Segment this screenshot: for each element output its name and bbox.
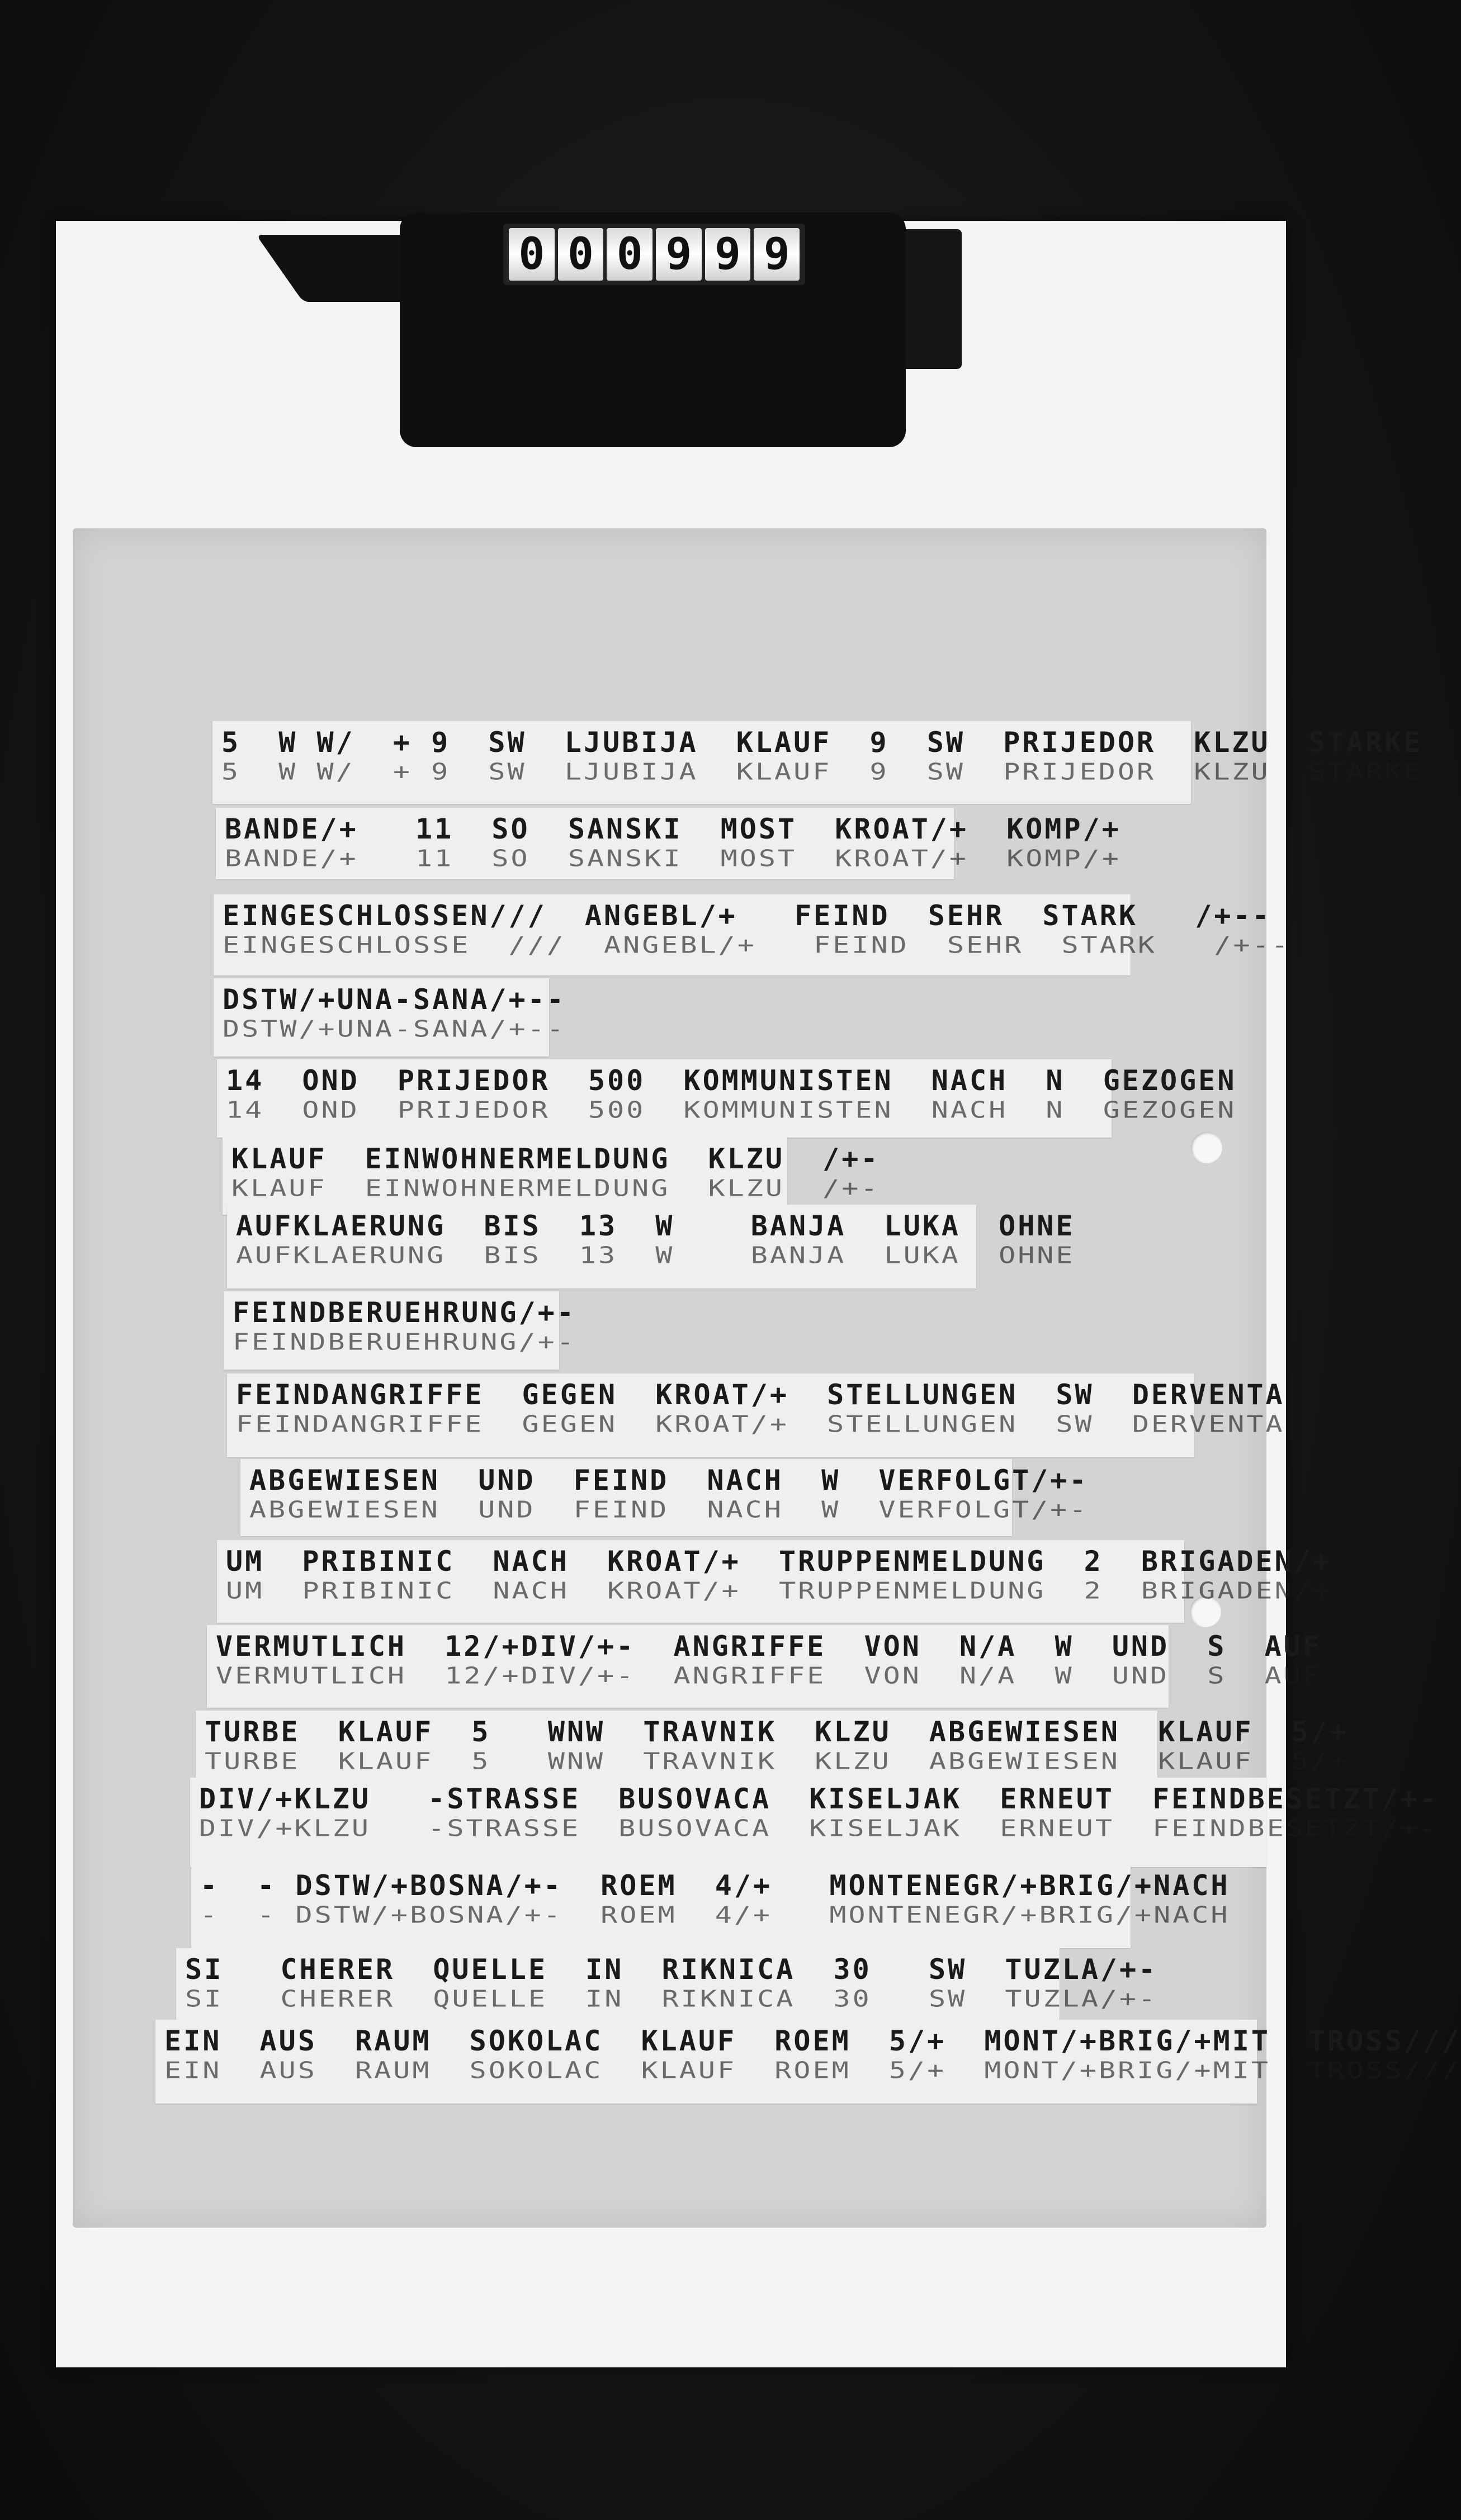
telex-line: VERMUTLICH 12/+DIV/+- ANGRIFFE VON N/A W UND S AUF — [216, 1630, 1322, 1662]
counter-digit: 9 — [656, 228, 702, 281]
telex-line: AUFKLAERUNG BIS 13 W BANJA LUKA OHNE — [236, 1210, 1075, 1242]
telex-line-echo: - - DSTW/+BOSNA/+- ROEM 4/+ MONTENEGR/+BRIG/+NACH — [200, 1901, 1230, 1929]
counter-digit: 0 — [509, 228, 555, 281]
telex-line: TURBE KLAUF 5 WNW TRAVNIK KLZU ABGEWIESEN KLAUF 5/+ — [205, 1716, 1349, 1748]
telex-line-echo: EINGESCHLOSSE /// ANGEBL/+ FEIND SEHR STARK /+-- — [223, 931, 1290, 959]
telex-line-echo: BANDE/+ 11 SO SANSKI MOST KROAT/+ KOMP/+ — [225, 845, 1121, 872]
telex-line: 14 OND PRIJEDOR 500 KOMMUNISTEN NACH N GEZOGEN — [226, 1064, 1237, 1097]
telex-line: FEINDBERUEHRUNG/+- — [233, 1296, 576, 1329]
counter-mount-right — [900, 229, 962, 369]
counter-digit: 0 — [607, 228, 653, 281]
telex-line-echo: ABGEWIESEN UND FEIND NACH W VERFOLGT/+- — [249, 1496, 1089, 1523]
telex-line-echo: TURBE KLAUF 5 WNW TRAVNIK KLZU ABGEWIESEN KLAUF 5/+ — [205, 1747, 1349, 1775]
telex-strip — [214, 894, 1290, 975]
telex-line-echo: FEINDBERUEHRUNG/+- — [233, 1328, 576, 1356]
telex-line-echo: 5 W W/ + 9 SW LJUBIJA KLAUF 9 SW PRIJEDOR KLZU STARKE — [221, 758, 1423, 785]
telex-line-echo: UM PRIBINIC NACH KROAT/+ TRUPPENMELDUNG 2 BRIGADEN/+ — [226, 1577, 1332, 1604]
document-sheet — [73, 528, 1461, 2228]
counter-digit: 9 — [754, 228, 800, 281]
telex-strip — [190, 1778, 1439, 1867]
telex-strip — [217, 1540, 1332, 1623]
telex-line-echo: AUFKLAERUNG BIS 13 W BANJA LUKA OHNE — [236, 1242, 1075, 1269]
frame-counter-display — [503, 224, 805, 285]
telex-strip — [223, 1138, 880, 1215]
telex-line-echo: FEINDANGRIFFE GEGEN KROAT/+ STELLUNGEN SW DERVENTA — [236, 1410, 1285, 1438]
telex-strip — [207, 1625, 1322, 1708]
telex-line: EINGESCHLOSSEN/// ANGEBL/+ FEIND SEHR STARK /+-- — [223, 899, 1271, 932]
telex-line: DIV/+KLZU -STRASSE BUSOVACA KISELJAK ERNEUT FEINDBESETZT/+- — [199, 1783, 1439, 1815]
telex-line: - - DSTW/+BOSNA/+- ROEM 4/+ MONTENEGR/+BRIG/+NACH — [200, 1869, 1230, 1902]
telex-line: FEINDANGRIFFE GEGEN KROAT/+ STELLUNGEN SW DERVENTA — [236, 1379, 1285, 1411]
telex-line-echo: DIV/+KLZU -STRASSE BUSOVACA KISELJAK ERNEUT FEINDBESETZT/+- — [199, 1815, 1439, 1842]
counter-digit: 0 — [558, 228, 604, 281]
telex-strip — [216, 808, 1121, 879]
telex-line-echo: EIN AUS RAUM SOKOLAC KLAUF ROEM 5/+ MONT/+BRIG/+MIT TROSS/// — [164, 2057, 1461, 2084]
telex-strip — [212, 721, 1423, 804]
telex-line: UM PRIBINIC NACH KROAT/+ TRUPPENMELDUNG 2 BRIGADEN/+ — [226, 1545, 1332, 1578]
telex-strip — [191, 1864, 1230, 1948]
telex-strip — [217, 1059, 1237, 1138]
telex-line: ABGEWIESEN UND FEIND NACH W VERFOLGT/+- — [249, 1464, 1089, 1496]
telex-line-echo: VERMUTLICH 12/+DIV/+- ANGRIFFE VON N/A W UND S AUF — [216, 1662, 1322, 1689]
telex-line-echo: KLAUF EINWOHNERMELDUNG KLZU /+- — [231, 1174, 880, 1202]
telex-line: BANDE/+ 11 SO SANSKI MOST KROAT/+ KOMP/+ — [225, 813, 1121, 845]
telex-line: SI CHERER QUELLE IN RIKNICA 30 SW TUZLA/+- — [185, 1953, 1158, 1986]
counter-digit: 9 — [705, 228, 751, 281]
telex-strip — [176, 1948, 1158, 2031]
telex-strip — [240, 1459, 1089, 1536]
telex-line: DSTW/+UNA-SANA/+-- — [223, 983, 566, 1016]
telex-line: KLAUF EINWOHNERMELDUNG KLZU /+- — [231, 1143, 880, 1175]
telex-strip — [227, 1205, 1075, 1289]
punch-hole — [1191, 1132, 1222, 1163]
telex-strip — [214, 978, 566, 1057]
telex-strip — [227, 1373, 1285, 1457]
telex-line-echo: DSTW/+UNA-SANA/+-- — [223, 1015, 566, 1043]
telex-line-echo: 14 OND PRIJEDOR 500 KOMMUNISTEN NACH N GEZOGEN — [226, 1096, 1237, 1124]
telex-strip — [155, 2020, 1461, 2104]
telex-line-echo: SI CHERER QUELLE IN RIKNICA 30 SW TUZLA/+- — [185, 1985, 1158, 2012]
telex-line: EIN AUS RAUM SOKOLAC KLAUF ROEM 5/+ MONT/+BRIG/+MIT TROSS/// — [164, 2025, 1461, 2057]
telex-strip — [224, 1291, 576, 1370]
telex-line: 5 W W/ + 9 SW LJUBIJA KLAUF 9 SW PRIJEDOR KLZU STARKE — [221, 726, 1423, 759]
